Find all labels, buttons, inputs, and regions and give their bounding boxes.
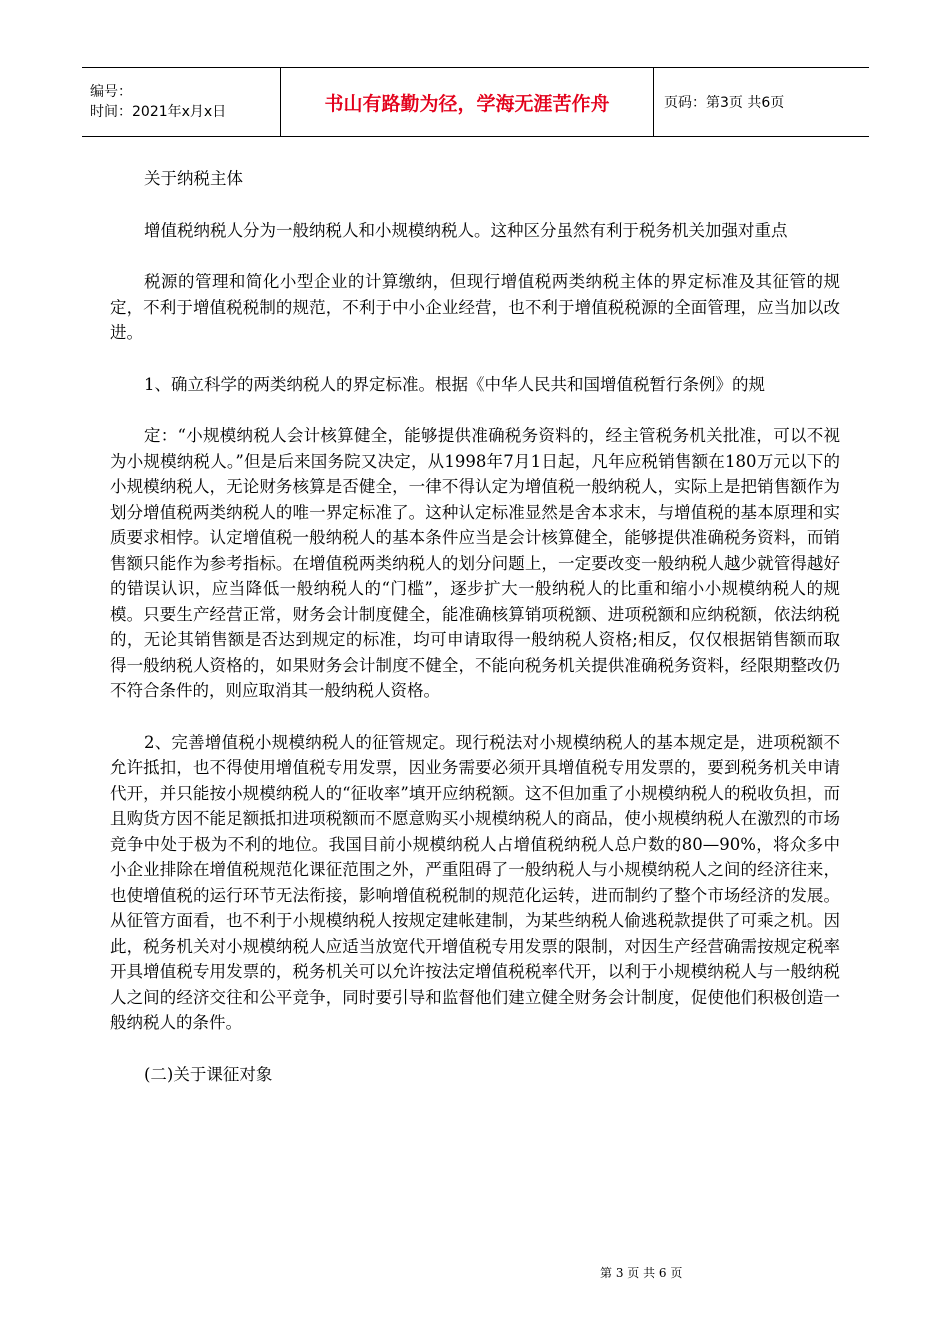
paragraph: 定：“小规模纳税人会计核算健全，能够提供准确税务资料的，经主管税务机关批准，可以不视为小规模纳税人。”但是后来国务院又决定，从1998年7月1日起，凡年应税销售额在180万元以下的小规模纳税人，无论财务核算是否健全，一律不得认定为增值税一般纳税人，实际上是把销售额作为划分增值税两类纳税人的唯一界定标准了。这种认定标准显然是舍本求末，与增值税的基本原理和实质要求相悖。认定增值税一般纳税人的基本条件应当是会计核算健全，能够提供准确税务资料，而销售额只能作为参考指标。在增值税两类纳税人的划分问题上，一定要改变一般纳税人越少就管得越好的错误认识，应当降低一般纳税人的“门槛”，逐步扩大一般纳税人的比重和缩小小规模纳税人的规模。只要生产经营正常，财务会计制度健全，能准确核算销项税额、进项税额和应纳税额，依法纳税的，无论其销售额是否达到规定的标准，均可申请取得一般纳税人资格;相反，仅仅根据销售额而取得一般纳税人资格的，如果财务会计制度不健全，不能向税务机关提供准确税务资料，经限期整改仍不符合条件的，则应取消其一般纳税人资格。 bbox=[110, 426, 840, 700]
motto-text: 书山有路勤为径，学海无涯苦作舟 bbox=[324, 92, 610, 115]
footer-page-number: 第 3 页 共 6 页 bbox=[600, 1266, 683, 1280]
paragraph: 增值税纳税人分为一般纳税人和小规模纳税人。这种区分虽然有利于税务机关加强对重点 bbox=[144, 220, 788, 240]
document-body bbox=[110, 166, 840, 1113]
section-heading: (二)关于课征对象 bbox=[144, 1064, 273, 1084]
header-motto bbox=[281, 68, 654, 136]
paragraph: 2、完善增值税小规模纳税人的征管规定。现行税法对小规模纳税人的基本规定是，进项税额不允许抵扣，也不得使用增值税专用发票，因业务需要必须开具增值税专用发票的，要到税务机关申请代开，并只能按小规模纳税人的“征收率”填开应纳税额。这不但加重了小规模纳税人的税收负担，而且购货方因不能足额抵扣进项税额而不愿意购买小规模纳税人的商品，使小规模纳税人在激烈的市场竞争中处于极为不利的地位。我国目前小规模纳税人占增值税纳税人总户数的80—90%，将众多中小企业排除在增值税规范化课征范围之外，严重阻碍了一般纳税人与小规模纳税人之间的经济往来，也使增值税的运行环节无法衔接，影响增值税税制的规范化运转，进而制约了整个市场经济的发展。从征管方面看，也不利于小规模纳税人按规定建帐建制，为某些纳税人偷逃税款提供了可乘之机。因此，税务机关对小规模纳税人应适当放宽代开增值税专用发票的限制，对因生产经营确需按规定税率开具增值税专用发票的，税务机关可以允许按法定增值税税率代开，以利于小规模纳税人与一般纳税人之间的经济交往和公平竞争，同时要引导和监督他们建立健全财务会计制度，促使他们积极创造一般纳税人的条件。 bbox=[110, 732, 840, 1032]
paragraph: 税源的管理和简化小型企业的计算缴纳，但现行增值税两类纳税主体的界定标准及其征管的规定，不利于增值税税制的规范，不利于中小企业经营，也不利于增值税税源的全面管理，应当加以改进。 bbox=[110, 272, 840, 342]
document-number-label: 编号： bbox=[90, 84, 132, 100]
header-meta bbox=[82, 68, 281, 136]
document-date: 时间：2021年x月x日 bbox=[90, 104, 227, 120]
page-header bbox=[82, 67, 869, 137]
header-page-info bbox=[654, 68, 869, 136]
section-heading: 关于纳税主体 bbox=[144, 169, 243, 188]
page-footer bbox=[600, 1264, 682, 1281]
page-number-label: 页码：第3页 共6页 bbox=[664, 95, 785, 111]
paragraph: 1、确立科学的两类纳税人的界定标准。根据《中华人民共和国增值税暂行条例》的规 bbox=[144, 374, 765, 394]
